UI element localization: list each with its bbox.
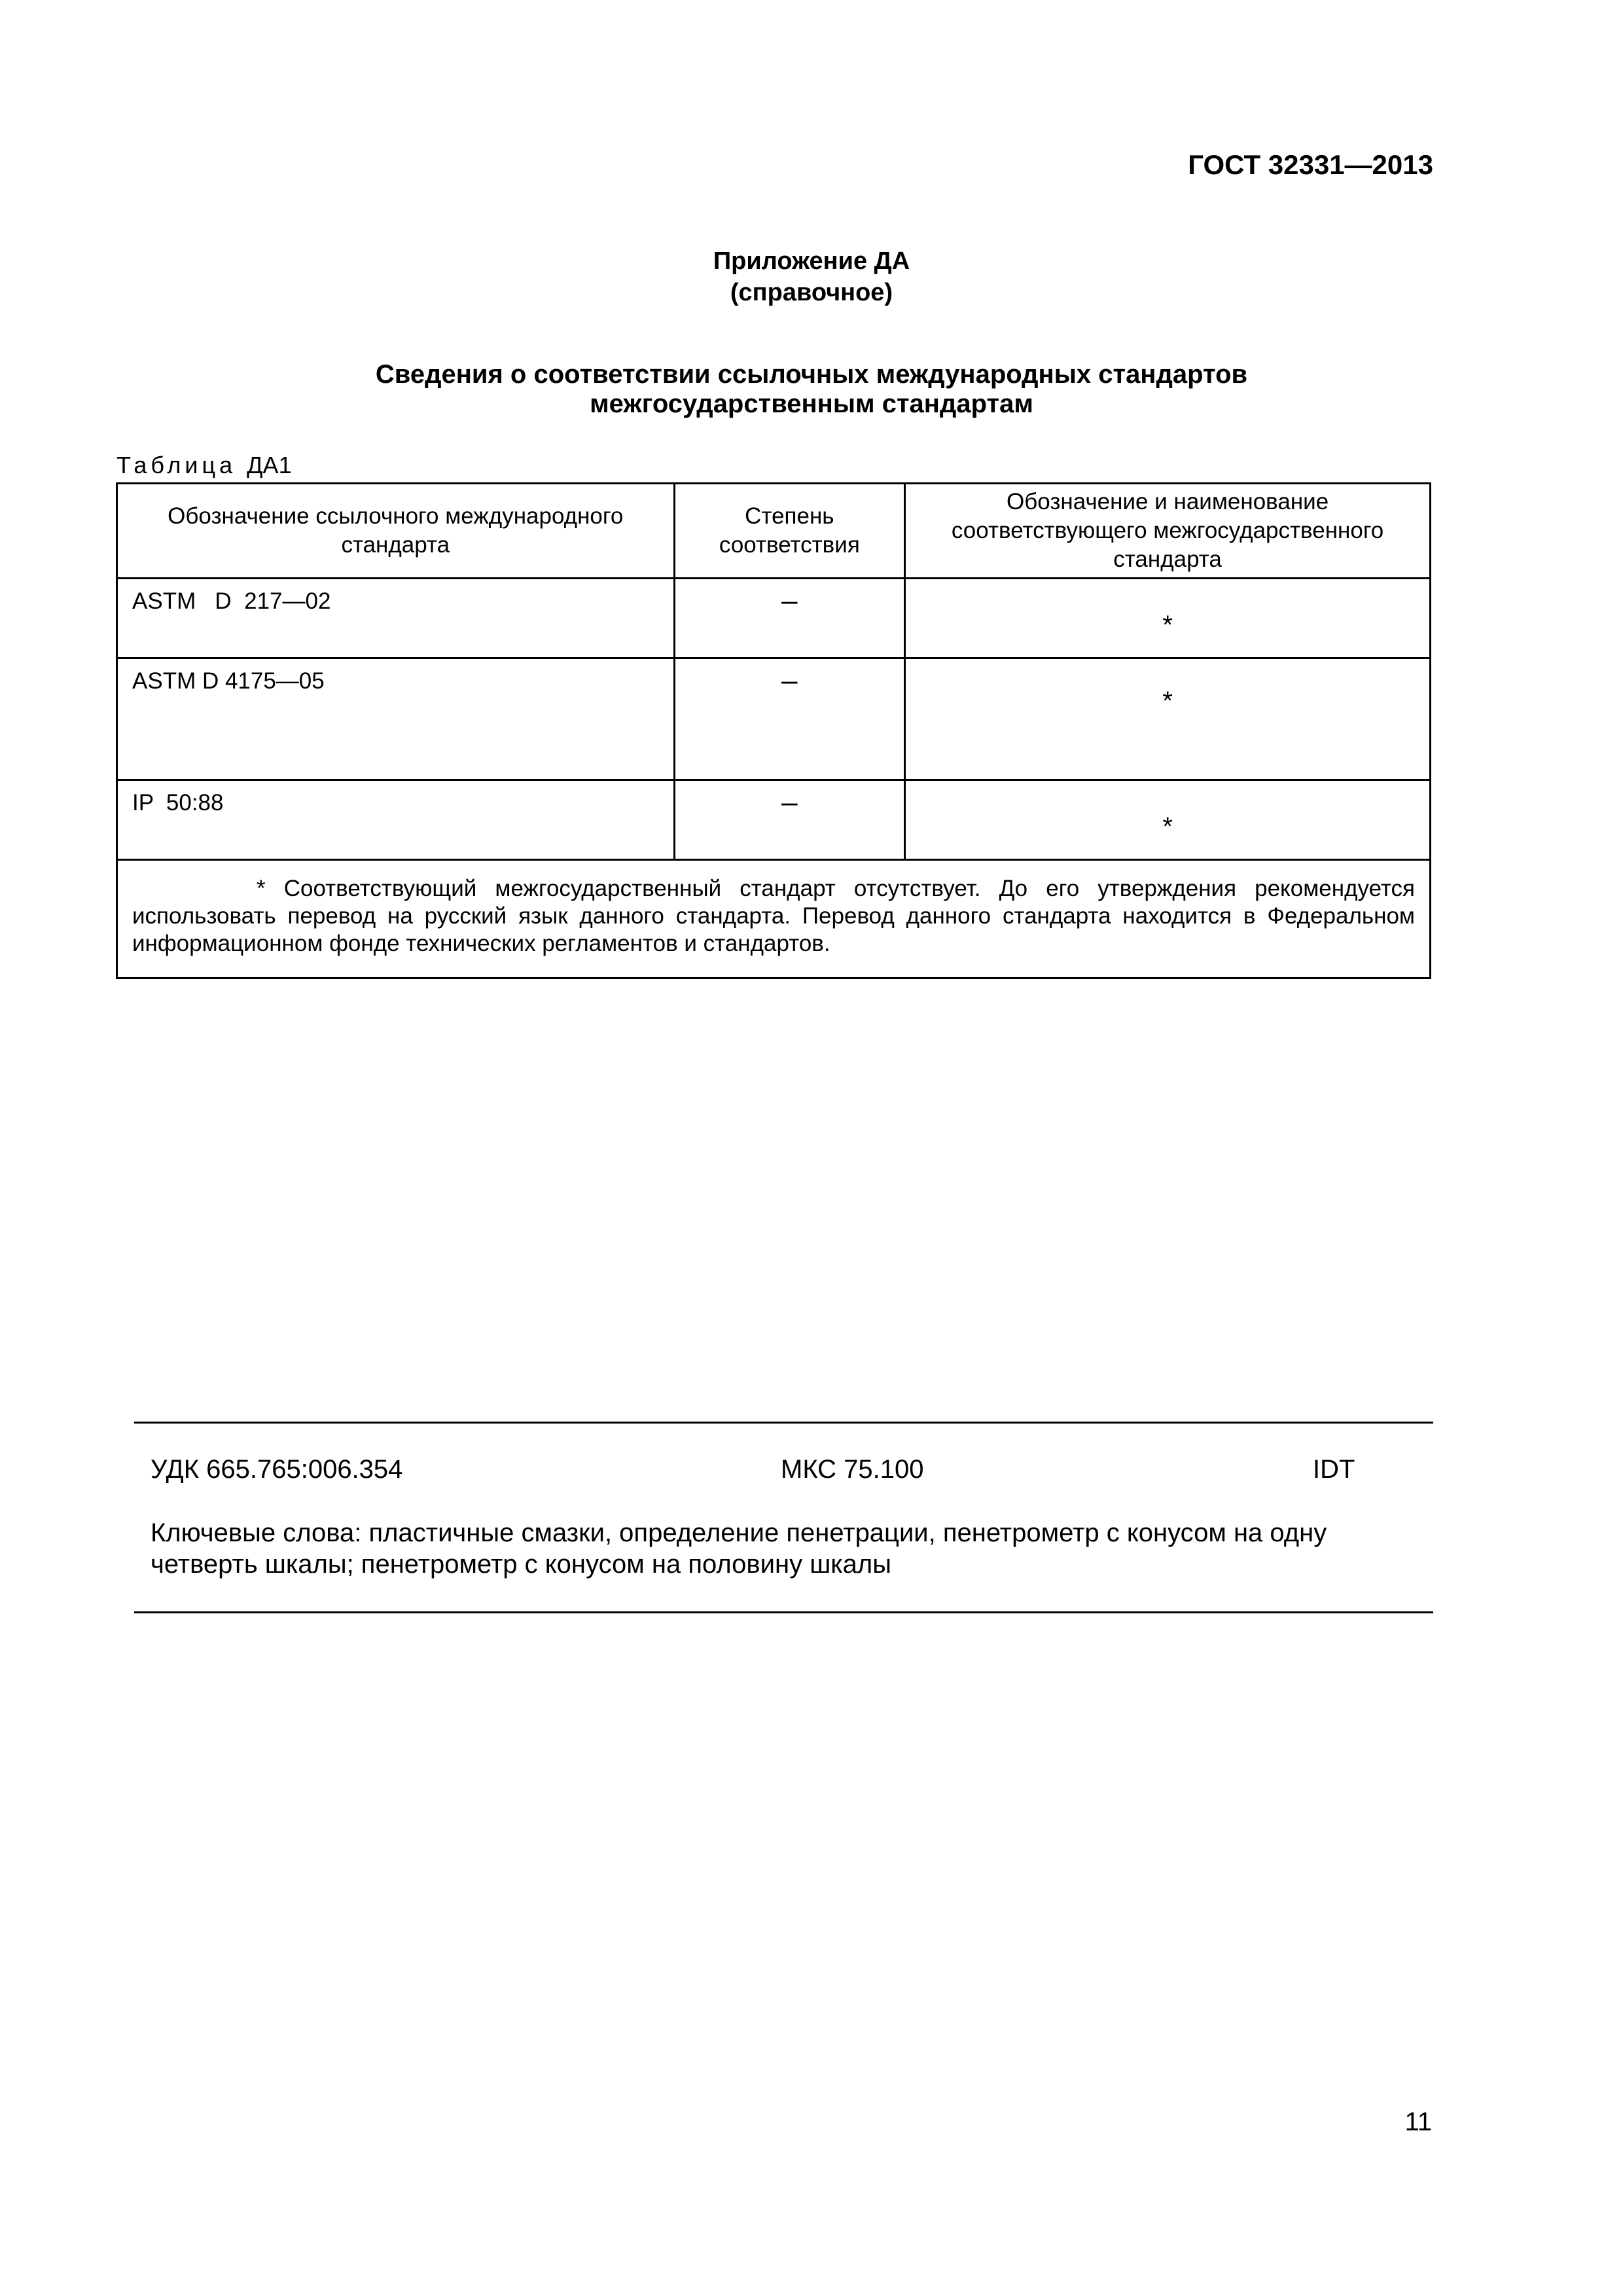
table-row bbox=[117, 579, 1431, 658]
udk-code: УДК 665.765:006.354 bbox=[151, 1455, 403, 1484]
footer-bottom-rule bbox=[134, 1611, 1433, 1613]
appendix-heading bbox=[0, 245, 1623, 308]
table-caption-word: Таблица bbox=[116, 452, 237, 478]
document-code: ГОСТ 32331—2013 bbox=[1188, 149, 1433, 180]
degree-cell: – bbox=[674, 658, 905, 780]
keywords: Ключевые слова: пластичные смазки, определение пенетрации, пенетрометр с конусом на одну четверть шкалы; пенетрометр с конусом на половину шкалы bbox=[151, 1518, 1327, 1579]
column-header-corresponding-standard: Обозначение и наименование соответствующего межгосударственного стандарта bbox=[905, 484, 1431, 579]
table-footnote-row bbox=[117, 860, 1431, 978]
table-caption bbox=[116, 452, 292, 479]
table-row bbox=[117, 780, 1431, 860]
reference-standard-cell: ASTM D 4175—05 bbox=[117, 658, 675, 780]
table-caption-number: ДА1 bbox=[247, 452, 292, 478]
degree-cell: – bbox=[674, 579, 905, 658]
appendix-title: Приложение ДА bbox=[713, 247, 910, 275]
table-row bbox=[117, 658, 1431, 780]
corresponding-standard-cell: * bbox=[905, 579, 1431, 658]
mks-code: МКС 75.100 bbox=[781, 1455, 924, 1484]
corresponding-standard-cell: * bbox=[905, 780, 1431, 860]
table-footnote bbox=[117, 860, 1431, 978]
degree-cell: – bbox=[674, 780, 905, 860]
appendix-subtitle: (справочное) bbox=[730, 279, 893, 306]
column-header-reference-standard: Обозначение ссылочного международного стандарта bbox=[117, 484, 675, 579]
page-number: 11 bbox=[1404, 2108, 1432, 2136]
idt-code: IDT bbox=[1313, 1455, 1355, 1484]
column-header-degree: Степень соответствия bbox=[674, 484, 905, 579]
section-title bbox=[0, 360, 1623, 419]
reference-standard-cell: ASTM D 217—02 bbox=[117, 579, 675, 658]
section-title-line2: межгосударственным стандартам bbox=[590, 389, 1033, 418]
table-footnote-text: * Соответствующий межгосударственный стандарт отсутствует. До его утверждения рекомендуется использовать перевод на русский язык данного стандарта. Перевод данного стандарта находится в Федеральном информационном фонде технических регламентов и стандартов. bbox=[132, 876, 1415, 956]
corresponding-standard-cell: * bbox=[905, 658, 1431, 780]
reference-standard-cell: IP 50:88 bbox=[117, 780, 675, 860]
footer-top-rule bbox=[134, 1422, 1433, 1424]
correspondence-table bbox=[116, 482, 1431, 979]
section-title-line1: Сведения о соответствии ссылочных международных стандартов bbox=[375, 360, 1248, 389]
